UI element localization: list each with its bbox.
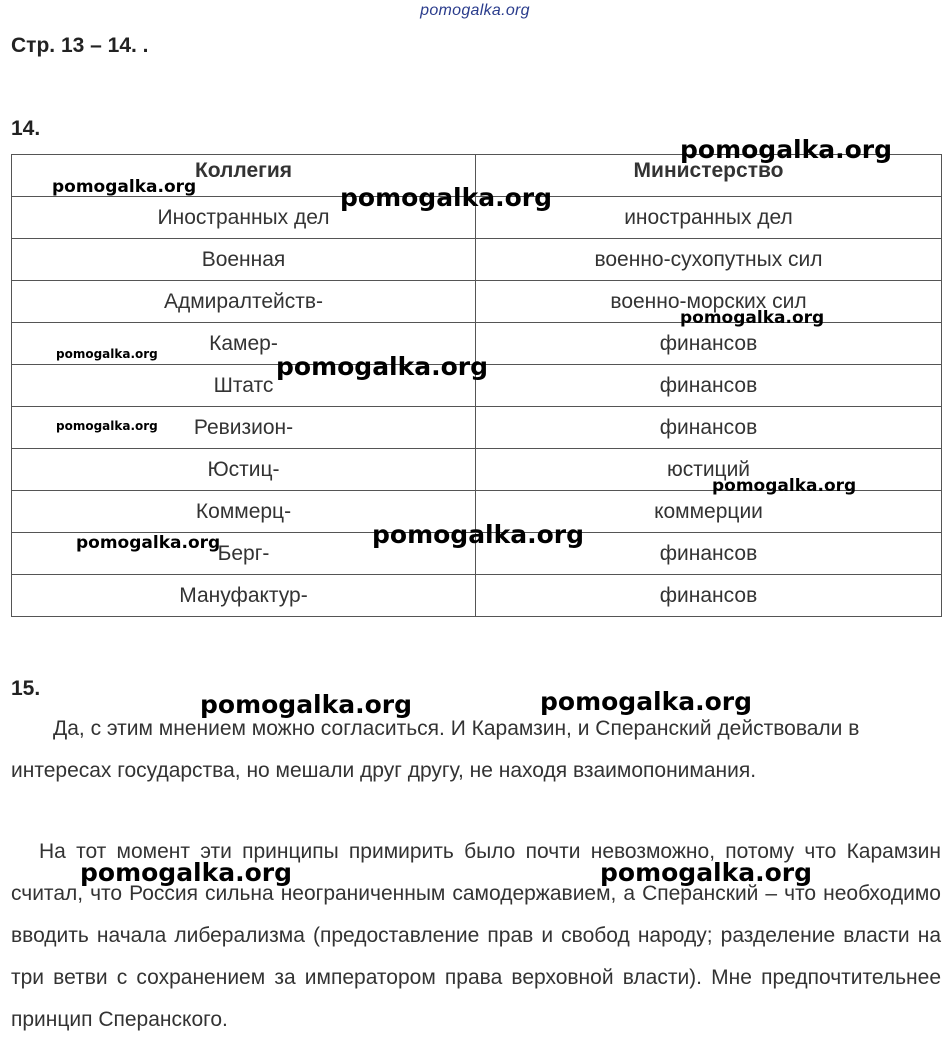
cell-ministry: финансов xyxy=(476,323,942,365)
cell-ministry: юстиций xyxy=(476,449,942,491)
watermark: pomogalka.org xyxy=(680,135,893,164)
table-row xyxy=(12,575,942,617)
cell-collegium: Военная xyxy=(12,239,476,281)
cell-collegium: Ревизион- xyxy=(12,407,476,449)
column-header-ministry: Министерство xyxy=(476,155,942,197)
watermark: pomogalka.org xyxy=(600,858,813,887)
answer-paragraph-1: Да, с этим мнением можно согласиться. И Карамзин, и Сперанский действовали в интересах государства, но мешали друг другу, не находя взаимопонимания. xyxy=(11,717,860,782)
watermark: pomogalka.org xyxy=(80,858,293,887)
watermark: pomogalka.org xyxy=(680,308,825,328)
watermark: pomogalka.org xyxy=(712,476,857,496)
cell-ministry: финансов xyxy=(476,365,942,407)
cell-collegium: Юстиц- xyxy=(12,449,476,491)
cell-collegium: Иностранных дел xyxy=(12,197,476,239)
task-15-number: 15. xyxy=(11,677,41,700)
cell-collegium: Мануфактур- xyxy=(12,575,476,617)
cell-ministry: военно-морских сил xyxy=(476,281,942,323)
watermark: pomogalka.org xyxy=(340,183,553,212)
cell-ministry: иностранных дел xyxy=(476,197,942,239)
cell-collegium: Адмиралтейств- xyxy=(12,281,476,323)
watermark: pomogalka.org xyxy=(276,352,489,381)
cell-collegium: Коммерц- xyxy=(12,491,476,533)
watermark: pomogalka.org xyxy=(56,419,158,433)
task-14-number: 14. xyxy=(11,117,41,140)
table-row xyxy=(12,239,942,281)
cell-collegium: Берг- xyxy=(12,533,476,575)
watermark: pomogalka.org xyxy=(56,347,158,361)
cell-collegium: Штатс xyxy=(12,365,476,407)
answer-paragraph-2: На тот момент эти принципы примирить было почти невозможно, потому что Карамзин считал, что Россия сильна неограниченным самодержавием, а Сперанский – что необходимо вводить начала либерализма (предоставление прав и свобод народу; разделение власти на три ветви с сохранением за императором права верховной власти). Мне предпочтительнее принцип Сперанского. xyxy=(11,840,941,1031)
watermark: pomogalka.org xyxy=(540,687,753,716)
page-reference-heading: Стр. 13 – 14. . xyxy=(11,34,149,57)
cell-ministry: коммерции xyxy=(476,491,942,533)
cell-ministry: военно-сухопутных сил xyxy=(476,239,942,281)
watermark: pomogalka.org xyxy=(372,520,585,549)
cell-ministry: финансов xyxy=(476,575,942,617)
cell-ministry: финансов xyxy=(476,407,942,449)
cell-collegium: Камер- xyxy=(12,323,476,365)
watermark: pomogalka.org xyxy=(52,177,197,197)
column-header-collegium: Коллегия xyxy=(12,155,476,197)
cell-ministry: финансов xyxy=(476,533,942,575)
watermark: pomogalka.org xyxy=(200,690,413,719)
site-watermark-top: pomogalka.org xyxy=(420,2,530,19)
watermark: pomogalka.org xyxy=(76,533,221,553)
